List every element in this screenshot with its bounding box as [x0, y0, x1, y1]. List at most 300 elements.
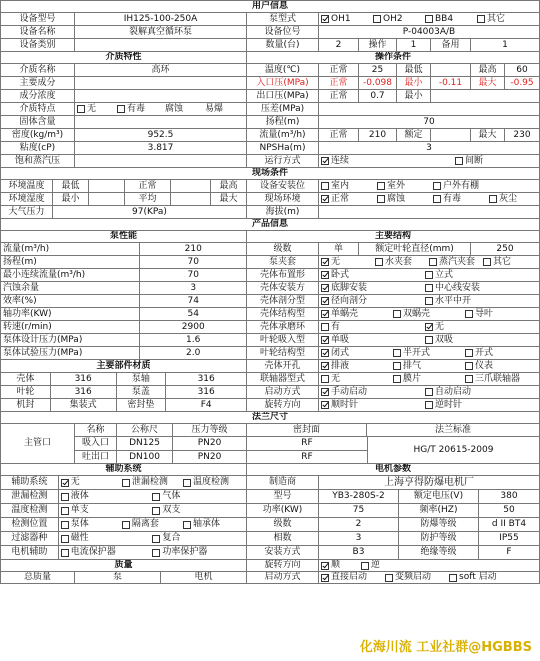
- checkbox-icon: [152, 535, 160, 543]
- structure-row: [247, 269, 539, 282]
- product-block: [0, 219, 540, 412]
- npsha: 3: [426, 142, 432, 153]
- label: 主要成分: [1, 77, 75, 89]
- port-name: 吸入口: [75, 437, 117, 450]
- perf-label: 最小连续流量(m³/h): [1, 269, 140, 281]
- inlet-min: -0.11: [431, 77, 471, 89]
- checkbox-option[interactable]: 腐蚀: [165, 103, 184, 114]
- perf-label: 扬程(m): [1, 256, 140, 268]
- checkbox-icon: [425, 297, 433, 305]
- checkbox-option[interactable]: [321, 271, 421, 280]
- port-rating: PN20: [173, 451, 247, 463]
- checkbox-icon: [393, 310, 401, 318]
- flange-port-rows: [75, 437, 367, 464]
- material-value: 316: [197, 373, 215, 384]
- label: 启动方式: [247, 572, 319, 583]
- main-component: [75, 77, 247, 89]
- port-size: DN100: [117, 451, 173, 463]
- checkbox-icon: [321, 271, 329, 279]
- checkbox-icon: [433, 195, 441, 203]
- checkbox-icon: [489, 195, 497, 203]
- checkbox-icon: [425, 388, 433, 396]
- section-title-operating: 操作条件: [374, 52, 411, 62]
- structure-column: [247, 243, 539, 360]
- device-position: P-04003A/B: [402, 26, 456, 37]
- label: 备用: [431, 39, 471, 51]
- label: 饱和蒸汽压: [1, 155, 75, 167]
- perf-row: [1, 308, 246, 321]
- structure-row: [247, 334, 539, 347]
- label: 固体含量: [1, 116, 75, 128]
- flange-header: 密封面: [247, 424, 367, 436]
- label: 额定电压(V): [399, 490, 479, 503]
- motor-ip: IP55: [499, 533, 519, 543]
- structure-row: [247, 308, 539, 321]
- checkbox-option[interactable]: 逆: [361, 561, 380, 570]
- device-category: [75, 39, 247, 51]
- label: 额定叶轮直径(mm): [359, 243, 471, 255]
- checkbox-option[interactable]: 其它: [477, 15, 505, 24]
- checkbox-option[interactable]: 有毒: [433, 195, 485, 204]
- perf-row: [1, 347, 246, 360]
- checkbox-option[interactable]: [152, 492, 240, 501]
- label: 型号: [247, 490, 319, 503]
- motor-mount: B3: [319, 546, 399, 559]
- checkbox-option[interactable]: [429, 258, 479, 267]
- checkbox-icon: [321, 310, 329, 318]
- checkbox-icon: [377, 195, 385, 203]
- checkbox-option[interactable]: [465, 375, 533, 384]
- checkbox-label: 无: [435, 321, 445, 332]
- port-face: RF: [301, 451, 313, 462]
- checkbox-label: 逆时针: [435, 399, 463, 410]
- port-name: 吐出口: [75, 451, 117, 463]
- checkbox-option[interactable]: [61, 548, 149, 557]
- checkbox-option[interactable]: BB4: [425, 15, 473, 24]
- checkbox-option[interactable]: 户外有棚: [433, 182, 479, 191]
- material-value: 316: [51, 373, 117, 385]
- checkbox-option[interactable]: [152, 506, 240, 515]
- checkbox-option[interactable]: [61, 534, 149, 543]
- flange-header: 名称: [75, 424, 117, 436]
- checkbox-icon: [61, 507, 69, 515]
- motor-ex-rating: d II BT4: [491, 519, 527, 529]
- checkbox-option[interactable]: [393, 362, 461, 371]
- temp-min: [431, 64, 471, 76]
- structure-row: [247, 386, 539, 399]
- checkbox-option[interactable]: [483, 258, 533, 267]
- label: 最小: [397, 90, 431, 102]
- checkbox-option[interactable]: 有毒: [117, 105, 161, 114]
- checkbox-option[interactable]: [321, 297, 421, 306]
- env-hum-avg: [171, 193, 211, 205]
- checkbox-option[interactable]: [321, 388, 421, 397]
- checkbox-option[interactable]: [321, 349, 389, 358]
- checkbox-icon: [321, 574, 329, 582]
- checkbox-icon: [465, 375, 473, 383]
- checkbox-group: [59, 476, 246, 489]
- aux-row: [1, 546, 246, 560]
- label: 泵型式: [247, 13, 319, 25]
- checkbox-label: 蒸汽夹套: [439, 256, 476, 267]
- checkbox-option[interactable]: 易爆: [205, 103, 224, 114]
- port-face: RF: [301, 438, 313, 448]
- label: 现场环境: [247, 193, 319, 205]
- checkbox-label: 膜片: [403, 373, 422, 384]
- device-model: IH125-100-250A: [75, 13, 247, 25]
- label: 最小: [53, 193, 89, 205]
- label: 制造商: [247, 476, 319, 489]
- material-row: [1, 386, 246, 399]
- checkbox-label: 无: [331, 256, 341, 267]
- pump-type-options: [319, 13, 539, 25]
- checkbox-icon: [483, 258, 491, 266]
- motor-poles: 2: [319, 518, 399, 531]
- checkbox-group: [59, 504, 246, 517]
- checkbox-option[interactable]: [321, 258, 371, 267]
- checkbox-option[interactable]: [183, 520, 240, 529]
- site-env-options: [319, 193, 539, 205]
- checkbox-option[interactable]: [425, 284, 525, 293]
- structure-label: 壳体开孔: [247, 360, 319, 372]
- material-row: [1, 399, 246, 412]
- checkbox-icon: [122, 479, 130, 487]
- checkbox-group: [319, 295, 539, 307]
- motor-model: YB3-280S-2: [319, 490, 399, 503]
- checkbox-option[interactable]: [61, 506, 149, 515]
- env-temp-low: [89, 180, 125, 192]
- checkbox-option[interactable]: [465, 310, 533, 319]
- label: 最高: [211, 180, 247, 192]
- checkbox-label: 电流保护器: [70, 547, 116, 557]
- perf-row: [1, 321, 246, 334]
- checkbox-option[interactable]: 腐蚀: [377, 195, 429, 204]
- checkbox-label: 磁性: [70, 533, 89, 543]
- temp-max: 60: [516, 64, 528, 75]
- checkbox-option[interactable]: 正常: [321, 195, 373, 204]
- checkbox-label: 温度检测: [192, 477, 229, 487]
- structure-label: 壳体结构型: [247, 308, 319, 320]
- aux-row: [1, 490, 246, 504]
- checkbox-option[interactable]: [425, 388, 525, 397]
- checkbox-label: 自动启动: [435, 386, 472, 397]
- checkbox-option[interactable]: OH1: [321, 15, 369, 24]
- structure-label: 叶轮吸入型: [247, 334, 319, 346]
- motor-voltage: 380: [500, 491, 518, 501]
- perf-value: 74: [187, 295, 199, 306]
- label: 海拔(m): [247, 206, 319, 218]
- checkbox-option[interactable]: [393, 310, 461, 319]
- checkbox-option[interactable]: [393, 349, 461, 358]
- flange-header: 法兰标准: [434, 424, 471, 435]
- checkbox-option[interactable]: 灰尘: [489, 195, 517, 204]
- label: 环境湿度: [1, 193, 53, 205]
- checkbox-icon: [425, 323, 433, 331]
- label: 粘度(cP): [1, 142, 75, 154]
- section-title-quality: 质量: [1, 560, 247, 571]
- checkbox-option[interactable]: [321, 336, 421, 345]
- checkbox-option[interactable]: [321, 362, 389, 371]
- checkbox-icon: [465, 349, 473, 357]
- checkbox-option[interactable]: 室内: [321, 182, 373, 191]
- label: 最大: [471, 77, 505, 89]
- label: 密度(kg/m³): [1, 129, 75, 141]
- solid-content: [75, 116, 247, 128]
- medium-operating-block: [0, 52, 540, 168]
- label: 介质特点: [1, 103, 75, 115]
- checkbox-option[interactable]: [122, 478, 179, 487]
- motor-maker: 上海亨得防爆电机厂: [384, 476, 474, 488]
- perf-row: [1, 295, 246, 308]
- material-value: 集装式: [51, 399, 117, 411]
- checkbox-label: 排液: [331, 360, 350, 371]
- perf-row: [1, 334, 246, 347]
- checkbox-option[interactable]: [375, 258, 425, 267]
- structure-row: [247, 399, 539, 412]
- label: 设备型号: [1, 13, 75, 25]
- motor-column: [247, 476, 539, 560]
- checkbox-label: 导叶: [475, 308, 494, 319]
- checkbox-icon: [77, 105, 85, 113]
- label: 扬程(m): [247, 116, 319, 128]
- label: 操作: [359, 39, 397, 51]
- perf-structure-columns: [1, 243, 539, 360]
- label: 总质量: [1, 572, 75, 583]
- label: 正常: [319, 90, 359, 102]
- checkbox-group: [319, 269, 539, 281]
- structure-row: [247, 321, 539, 334]
- checkbox-icon: [393, 349, 401, 357]
- checkbox-icon: [425, 284, 433, 292]
- checkbox-option[interactable]: [122, 520, 179, 529]
- structure-row: [247, 295, 539, 308]
- structure-row: [247, 373, 539, 386]
- checkbox-group: [59, 518, 246, 531]
- motor-insulation: F: [506, 547, 512, 557]
- head: 70: [423, 116, 435, 127]
- checkbox-icon: [61, 479, 69, 487]
- checkbox-option[interactable]: soft 启动: [449, 573, 497, 582]
- density: 952.5: [75, 129, 247, 141]
- material-label: 密封垫: [117, 399, 167, 411]
- checkbox-icon: [425, 15, 433, 23]
- label: 运行方式: [247, 155, 319, 167]
- checkbox-option[interactable]: [183, 478, 240, 487]
- checkbox-label: 开式: [475, 347, 494, 358]
- label: 设备类别: [1, 39, 75, 51]
- perf-row: [1, 269, 246, 282]
- checkbox-option[interactable]: [321, 310, 389, 319]
- label: 最大: [211, 193, 247, 205]
- checkbox-option[interactable]: [425, 297, 525, 306]
- label: 最高: [471, 64, 505, 76]
- checkbox-icon: [321, 195, 329, 203]
- vapor-pressure: [75, 155, 247, 167]
- checkbox-icon: [321, 15, 329, 23]
- section-title-site: 现场条件: [251, 168, 288, 178]
- checkbox-label: 功率保护器: [162, 547, 208, 557]
- label: 最低: [53, 180, 89, 192]
- label: 绝缘等级: [399, 546, 479, 559]
- perf-row: [1, 243, 246, 256]
- aux-label: 温度检测: [1, 504, 59, 517]
- section-title-motor: 电机参数: [374, 464, 411, 474]
- checkbox-option[interactable]: [425, 401, 525, 410]
- checkbox-option[interactable]: [393, 375, 461, 384]
- port-size: DN125: [117, 437, 173, 450]
- label: 功率(KW): [247, 504, 319, 517]
- checkbox-group: [319, 373, 539, 385]
- checkbox-label: 中心线安装: [435, 282, 481, 293]
- structure-label: 旋转方向: [247, 399, 319, 411]
- label: 环境温度: [1, 180, 53, 192]
- checkbox-option[interactable]: [321, 401, 421, 410]
- checkbox-label: 水夹套: [385, 256, 413, 267]
- structure-label: 联轴器型式: [247, 373, 319, 385]
- checkbox-icon: [61, 521, 69, 529]
- checkbox-label: 底脚安装: [331, 282, 368, 293]
- spare-count: 1: [502, 39, 508, 50]
- perf-value: 54: [187, 308, 199, 319]
- structure-label: 壳体布置形: [247, 269, 319, 281]
- checkbox-label: 手动启动: [331, 386, 368, 397]
- checkbox-group: [319, 399, 539, 411]
- checkbox-icon: [425, 401, 433, 409]
- section-title-product: 产品信息: [251, 219, 288, 229]
- checkbox-label: 单支: [70, 505, 89, 515]
- checkbox-label: 泄漏检测: [131, 477, 168, 487]
- checkbox-label: 无: [331, 373, 341, 384]
- checkbox-option[interactable]: 顺: [321, 561, 357, 570]
- checkbox-option[interactable]: [465, 362, 533, 371]
- checkbox-icon: [361, 562, 369, 570]
- aux-row: [1, 532, 246, 546]
- checkbox-icon: [433, 182, 441, 190]
- checkbox-icon: [425, 271, 433, 279]
- checkbox-label: 气体: [162, 491, 181, 501]
- checkbox-option[interactable]: [152, 534, 240, 543]
- checkbox-icon: [429, 258, 437, 266]
- checkbox-option[interactable]: 直接启动: [321, 573, 381, 582]
- checkbox-icon: [321, 336, 329, 344]
- checkbox-icon: [152, 549, 160, 557]
- label: 压差(MPa): [247, 103, 319, 115]
- install-options: [319, 180, 539, 192]
- material-label: 泵轴: [117, 373, 167, 385]
- checkbox-option[interactable]: 间断: [455, 157, 483, 166]
- checkbox-icon: [61, 493, 69, 501]
- checkbox-label: 卧式: [331, 269, 350, 280]
- perf-label: 泵体设计压力(MPa): [1, 334, 140, 346]
- op-count: 1: [397, 39, 431, 51]
- section-title-user: 用户信息: [251, 1, 288, 11]
- checkbox-option[interactable]: [321, 284, 421, 293]
- checkbox-option[interactable]: [321, 323, 421, 332]
- checkbox-option[interactable]: [61, 478, 118, 487]
- perf-value: 210: [184, 243, 202, 254]
- inlet-normal: -0.098: [359, 77, 397, 89]
- checkbox-option[interactable]: 室外: [377, 182, 429, 191]
- material-label: 机封: [1, 399, 51, 411]
- checkbox-label: 无: [70, 477, 80, 487]
- section-title-pump-perf: 泵性能: [1, 231, 247, 242]
- aux-motor-block: [0, 464, 540, 584]
- checkbox-option[interactable]: [425, 323, 525, 332]
- checkbox-label: 双吸: [435, 334, 454, 345]
- structure-label: 壳体剖分型: [247, 295, 319, 307]
- label: 平均: [125, 193, 171, 205]
- aux-label: 检测位置: [1, 518, 59, 531]
- checkbox-icon: [393, 362, 401, 370]
- checkbox-group: [59, 490, 246, 503]
- label: 级数: [247, 243, 319, 255]
- structure-label: 壳体承磨环: [247, 321, 319, 333]
- checkbox-icon: [465, 310, 473, 318]
- section-title-aux: 辅助系统: [1, 464, 247, 475]
- checkbox-option[interactable]: 连续: [321, 157, 451, 166]
- label: 入口压(MPa): [247, 77, 319, 89]
- label: 防护等级: [399, 532, 479, 545]
- perf-value: 3: [190, 282, 197, 293]
- section-title-medium: 介质特性: [1, 52, 247, 63]
- checkbox-icon: [117, 105, 125, 113]
- env-hum-min: [89, 193, 125, 205]
- checkbox-option[interactable]: [425, 271, 525, 280]
- run-mode-options: [319, 155, 539, 167]
- checkbox-label: 半开式: [403, 347, 431, 358]
- checkbox-icon: [385, 574, 393, 582]
- perf-label: 转速(r/min): [1, 321, 140, 333]
- temp-normal: 25: [359, 64, 397, 76]
- checkbox-icon: [321, 258, 329, 266]
- checkbox-label: 闭式: [331, 347, 350, 358]
- checkbox-icon: [373, 15, 381, 23]
- checkbox-group: [319, 321, 539, 333]
- label: 出口压(MPa): [247, 90, 319, 102]
- label: 频率(HZ): [399, 504, 479, 517]
- checkbox-group: [319, 360, 539, 372]
- perf-value: 70: [187, 269, 199, 280]
- label: 级数: [247, 518, 319, 531]
- checkbox-icon: [321, 562, 329, 570]
- checkbox-option[interactable]: [321, 375, 389, 384]
- checkbox-group: [319, 334, 539, 346]
- perf-value: 70: [187, 256, 199, 267]
- checkbox-option[interactable]: [425, 336, 525, 345]
- checkbox-option[interactable]: OH2: [373, 15, 421, 24]
- perf-label: 轴功率(KW): [1, 308, 140, 320]
- checkbox-group: [319, 256, 539, 268]
- watermark: 化海川流 工业社群@HGBBS: [359, 640, 532, 655]
- checkbox-option[interactable]: [61, 492, 149, 501]
- label: 设备安装位: [247, 180, 319, 192]
- material-value: 316: [51, 386, 117, 398]
- impeller-diameter: 250: [496, 243, 514, 254]
- outlet-normal: 0.7: [359, 90, 397, 102]
- checkbox-option[interactable]: [465, 349, 533, 358]
- flange-body: [75, 437, 539, 464]
- checkbox-option[interactable]: 无: [77, 105, 113, 114]
- checkbox-option[interactable]: [152, 548, 240, 557]
- checkbox-option[interactable]: 变频启动: [385, 573, 445, 582]
- aux-motor-columns: [1, 476, 539, 560]
- checkbox-group: [59, 532, 246, 545]
- label: 正常: [319, 64, 359, 76]
- checkbox-icon: [152, 507, 160, 515]
- checkbox-label: 轴承体: [192, 519, 220, 529]
- aux-label: 电机辅助: [1, 546, 59, 559]
- checkbox-option[interactable]: [61, 520, 118, 529]
